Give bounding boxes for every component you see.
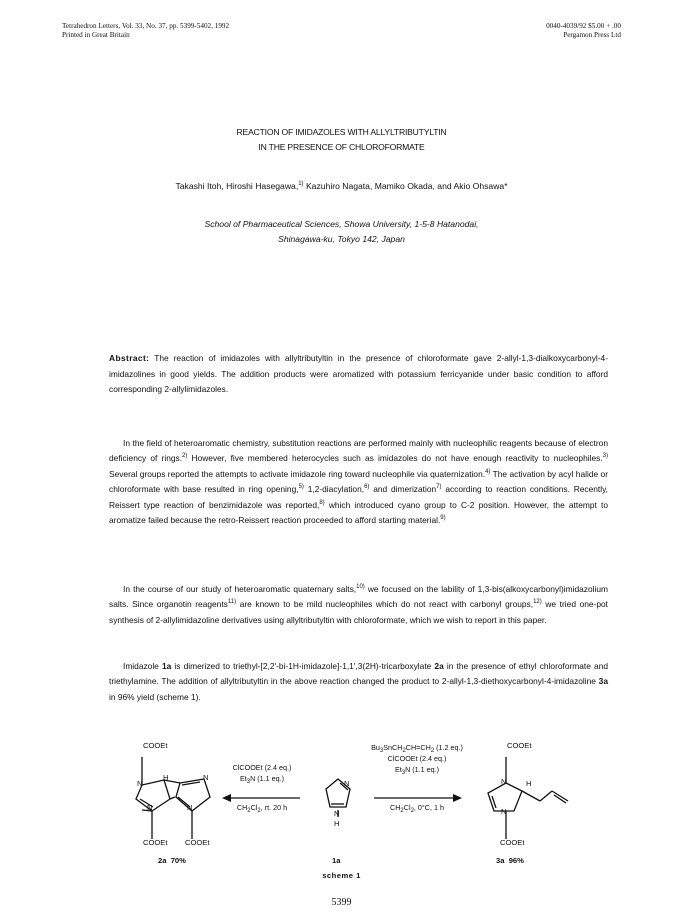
scheme-drawing bbox=[0, 735, 683, 870]
paper-title-line2: IN THE PRESENCE OF CHLOROFORMATE bbox=[258, 142, 425, 152]
label-3a: 3a 96% bbox=[496, 856, 524, 865]
body-paragraph-1: In the field of heteroaromatic chemistry, substitution reactions are performed mainly with nucleophilic reagents because of electron deficiency of rings.$^{2)}$ However, five membered heterocycles such as imidazoles do not have enough reactivity to nucleophiles.$^{3)}$ Several groups reported the attempts to activate imidazole ring toward nucleophile via quaternization.$^{4)}$ The activation by acyl halide or chloroformate with base resulted in ring opening,$^{5)}$ 1,2-diacylation,$^{6)}$ and dimerization$^{7)}$ according to reaction conditions. Recently, Reissert type reaction of benzimidazole was reported,$^{8)}$ which introduced cyano group to C-2 position. However, the attempt to aromatize failed because the retro-Reissert reaction proceeded to afford starting material.$^{9)}$ bbox=[109, 438, 609, 526]
1a-h: H bbox=[334, 819, 340, 828]
authors: Takashi Itoh, Hiroshi Hasegawa,$^{1)}$ Kazuhiro Nagata, Mamiko Okada, and Akio Ohsawa* bbox=[175, 181, 508, 191]
2a-cooet-top: COOEt bbox=[143, 741, 168, 750]
body-paragraph-2: In the course of our study of heteroaromatic quaternary salts,$^{10)}$ we focused on the lability of 1,3-bis(alkoxycarbonyl)imidazolium salts. Since organotin reagents$^{11)}$ are known to be mild nucleophiles which do not react with carbonyl groups,$^{12)}$ we tried one-pot synthesis of 2-allylimidazoline derivatives using allyltributyltin with chloroformate, which we wish to report in this paper. bbox=[109, 584, 608, 625]
3a-cooet-top: COOEt bbox=[507, 741, 532, 750]
label-1a: 1a bbox=[332, 856, 341, 865]
page-number: 5399 bbox=[331, 897, 352, 908]
issn-price: 0040-4039/92 $5.00 + .00 bbox=[546, 22, 621, 30]
journal-citation: Tetrahedron Letters, Vol. 33, No. 37, pp. 5399-5402, 1992 bbox=[62, 22, 230, 30]
abstract-label: Abstract: bbox=[109, 353, 150, 363]
right-condition-4: $CH_2Cl_2$, 0°C, 1 h bbox=[390, 803, 444, 814]
affiliation-line1: School of Pharmaceutical Sciences, Showa University, 1-5-8 Hatanodai, bbox=[204, 219, 479, 229]
printed-in: Printed in Great Britain bbox=[62, 31, 130, 39]
3a-h: H bbox=[526, 779, 532, 788]
2a-n1: N bbox=[137, 779, 143, 788]
left-condition-1: ClCOOEt (2.4 eq.) bbox=[232, 763, 292, 772]
right-condition-1: $Bu_3SnCH_2CH=CH_2$ (1.2 eq.) bbox=[371, 743, 463, 754]
left-condition-2: $Et_3N$ (1.1 eq.) bbox=[239, 774, 285, 785]
1a-n3: N bbox=[344, 779, 350, 788]
2a-n4: N bbox=[187, 803, 193, 812]
paper-title-line1: REACTION OF IMIDAZOLES WITH ALLYLTRIBUTYLTIN bbox=[236, 127, 447, 137]
2a-n3: N bbox=[147, 803, 153, 812]
2a-h: H bbox=[163, 773, 169, 782]
3a-cooet-bottom: COOEt bbox=[500, 838, 525, 847]
right-condition-2: ClCOOEt (2.4 eq.) bbox=[387, 754, 447, 763]
affiliation-line2: Shinagawa-ku, Tokyo 142, Japan bbox=[278, 234, 405, 244]
3a-n3: N bbox=[501, 807, 507, 816]
right-condition-3: $Et_3N$ (1.1 eq.) bbox=[394, 765, 440, 776]
2a-n2: N bbox=[203, 773, 209, 782]
body-paragraph-3: Imidazole 1a is dimerized to triethyl-[2,2'-bi-1H-imidazole]-1,1',3(2H)-tricarboxylate 2a in the presence of ethyl chloroformate and triethylamine. The addition of allyltributyltin in the above reaction changed the product to 2-allyl-1,3-diethoxycarbonyl-4-imidazoline 3a in 96% yield (scheme 1). bbox=[109, 661, 609, 702]
3a-n1: N bbox=[501, 777, 507, 786]
scheme-1 bbox=[0, 735, 683, 870]
2a-cooet-bottom-left: COOEt bbox=[143, 838, 168, 847]
1a-n1: N bbox=[334, 809, 340, 818]
2a-cooet-bottom-right: COOEt bbox=[185, 838, 210, 847]
publisher: Pergamon Press Ltd bbox=[563, 31, 621, 39]
label-2a: 2a 70% bbox=[158, 856, 186, 865]
left-condition-3: $CH_2Cl_2$, rt. 20 h bbox=[236, 803, 288, 814]
scheme-caption: scheme 1 bbox=[322, 871, 361, 880]
abstract: Abstract: The reaction of imidazoles with allyltributyltin in the presence of chloroformate gave 2-allyl-1,3-dialkoxycarbonyl-4-imidazolines in good yields. The addition products were aromatized with potassium ferricyanide under basic condition to afford corresponding 2-allylimidazoles. bbox=[109, 353, 608, 395]
